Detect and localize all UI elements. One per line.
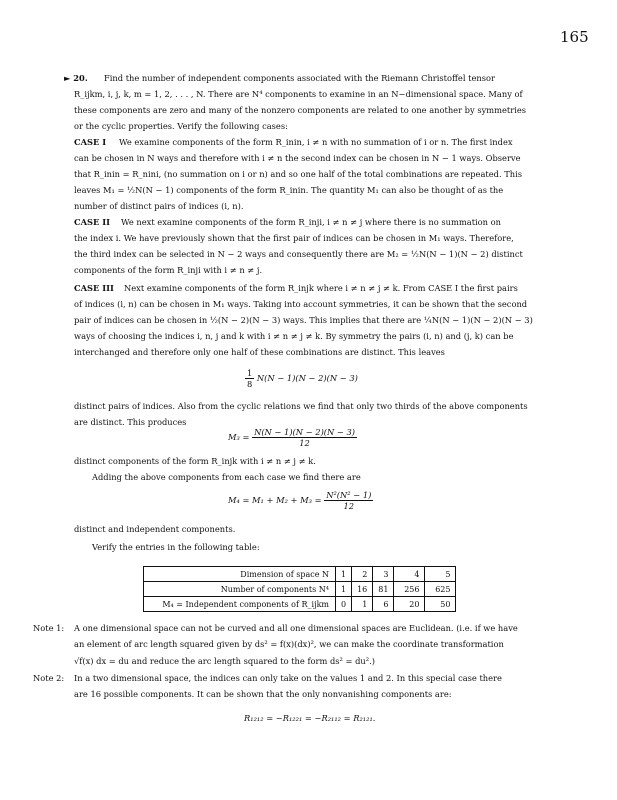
table-cell: 0 [336, 597, 352, 612]
table-cell: 5 [425, 567, 456, 582]
text-line: We next examine components of the form R_inji, i ≠ n ≠ j where there is no summation on [121, 217, 501, 227]
table-cell: 4 [394, 567, 425, 582]
equation-expression: N(N − 1)(N − 2)(N − 3) [256, 373, 358, 383]
note-2-label: Note 2: [33, 673, 65, 683]
case-iii-label: CASE III [74, 283, 114, 293]
text-line: number of distinct pairs of indices (i, n). [74, 201, 244, 211]
table-cell: 1 [352, 597, 373, 612]
table-cell: 50 [425, 597, 456, 612]
text-line: are distinct. This produces [74, 417, 187, 427]
text-line: of indices (i, n) can be chosen in M₁ ways. Taking into account symmetries, it can be shown that the second [74, 299, 528, 309]
table-cell: 1 [336, 567, 352, 582]
fraction-numerator: N²(N² − 1) [326, 490, 372, 500]
final-equation: R₁₂₁₂ = −R₁₂₂₁ = −R₂₁₁₂ = R₂₁₂₁. [244, 713, 376, 723]
text-line: √f(x) dx = du and reduce the arc length squared to the form ds² = du².) [74, 656, 375, 666]
text-line: In a two dimensional space, the indices can only take on the values 1 and 2. In this special case there [74, 673, 502, 683]
text-line: Adding the above components from each case we find there are [92, 472, 361, 482]
row-header: Number of components N⁴ [144, 582, 336, 597]
text-line: distinct components of the form R_injk with i ≠ n ≠ j ≠ k. [74, 456, 316, 466]
components-table [143, 566, 456, 612]
equation-lhs: M₃ = [228, 432, 250, 442]
fraction-denominator: 12 [343, 501, 355, 511]
equation-lhs: M₄ = M₁ + M₂ + M₃ = [228, 495, 322, 505]
text-line: an element of arc length squared given by ds² = f(x)(dx)², we can make the coordinate transformation [74, 639, 504, 649]
equation-m4 [228, 490, 373, 511]
text-line: these components are zero and many of the nonzero components are related to one another by symmetries [74, 105, 527, 115]
fraction-denominator: 8 [247, 379, 253, 389]
text-line: interchanged and therefore only one half of these combinations are distinct. This leaves [74, 347, 445, 357]
equation-one-eighth [245, 368, 358, 389]
table-cell: 20 [394, 597, 425, 612]
text-line: Next examine components of the form R_injk where i ≠ n ≠ j ≠ k. From CASE I the first pairs [124, 283, 518, 293]
text-line: that R_inin = R_nini, (no summation on i or n) and so one half of the total combinations are repeated. This [74, 169, 523, 179]
text-line: pair of indices can be chosen in ½(N − 2)(N − 3) ways. This implies that there are ¼N(N − 1)(N − 2)(N − 3) [74, 315, 533, 325]
text-line: the index i. We have previously shown that the first pair of indices can be chosen in M₁ ways. Therefore, [74, 233, 514, 243]
text-line: We examine components of the form R_inin, i ≠ n with no summation of i or n. The first index [119, 137, 513, 147]
table-cell: 1 [336, 582, 352, 597]
table-cell: 3 [373, 567, 394, 582]
text-line: can be chosen in N ways and therefore with i ≠ n the second index can be chosen in N − 1 ways. Observe [74, 153, 521, 163]
table-cell: 625 [425, 582, 456, 597]
case-i-label: CASE I [74, 137, 107, 147]
table-cell: 6 [373, 597, 394, 612]
table-cell: 16 [352, 582, 373, 597]
table-row [144, 567, 456, 582]
text-line: A one dimensional space can not be curved and all one dimensional spaces are Euclidean. (i.e. if we have [74, 623, 518, 633]
text-line: leaves M₁ = ½N(N − 1) components of the form R_inin. The quantity M₁ can also be thought of as the [74, 185, 504, 195]
row-header: M₄ = Independent components of R_ijkm [144, 597, 336, 612]
table-cell: 81 [373, 582, 394, 597]
table-row [144, 597, 456, 612]
text-line: Verify the entries in the following table: [92, 542, 260, 552]
text-line: or the cyclic properties. Verify the following cases: [74, 121, 288, 131]
equation-m3 [228, 427, 357, 448]
text-line: distinct and independent components. [74, 524, 236, 534]
row-header: Dimension of space N [144, 567, 336, 582]
fraction-denominator: 12 [299, 438, 310, 448]
text-line: ways of choosing the indices i, n, j and k with i ≠ n ≠ j ≠ k. By symmetry the pairs (i, n) and (j, k) can be [74, 331, 514, 341]
text-line: are 16 possible components. It can be shown that the only nonvanishing components are: [74, 689, 452, 699]
text-line: Find the number of independent components associated with the Riemann Christoffel tensor [104, 73, 495, 83]
fraction-numerator: N(N − 1)(N − 2)(N − 3) [254, 427, 356, 437]
table-row [144, 582, 456, 597]
text-line: the third index can be selected in N − 2 ways and consequently there are M₂ = ½N(N − 1)(N − 2) distinct [74, 249, 523, 259]
text-line: R_ijkm, i, j, k, m = 1, 2, . . . , N. There are N⁴ components to examine in an N−dimensional space. Many of [74, 89, 523, 99]
case-ii-label: CASE II [74, 217, 111, 227]
page-number: 165 [560, 28, 589, 46]
text-line: distinct pairs of indices. Also from the cyclic relations we find that only two thirds of the above components [74, 401, 528, 411]
table-cell: 256 [394, 582, 425, 597]
note-1-label: Note 1: [33, 623, 65, 633]
problem-label: ► 20. [64, 73, 88, 83]
fraction-numerator: 1 [247, 368, 253, 378]
text-line: components of the form R_inji with i ≠ n ≠ j. [74, 265, 263, 275]
table-cell: 2 [352, 567, 373, 582]
